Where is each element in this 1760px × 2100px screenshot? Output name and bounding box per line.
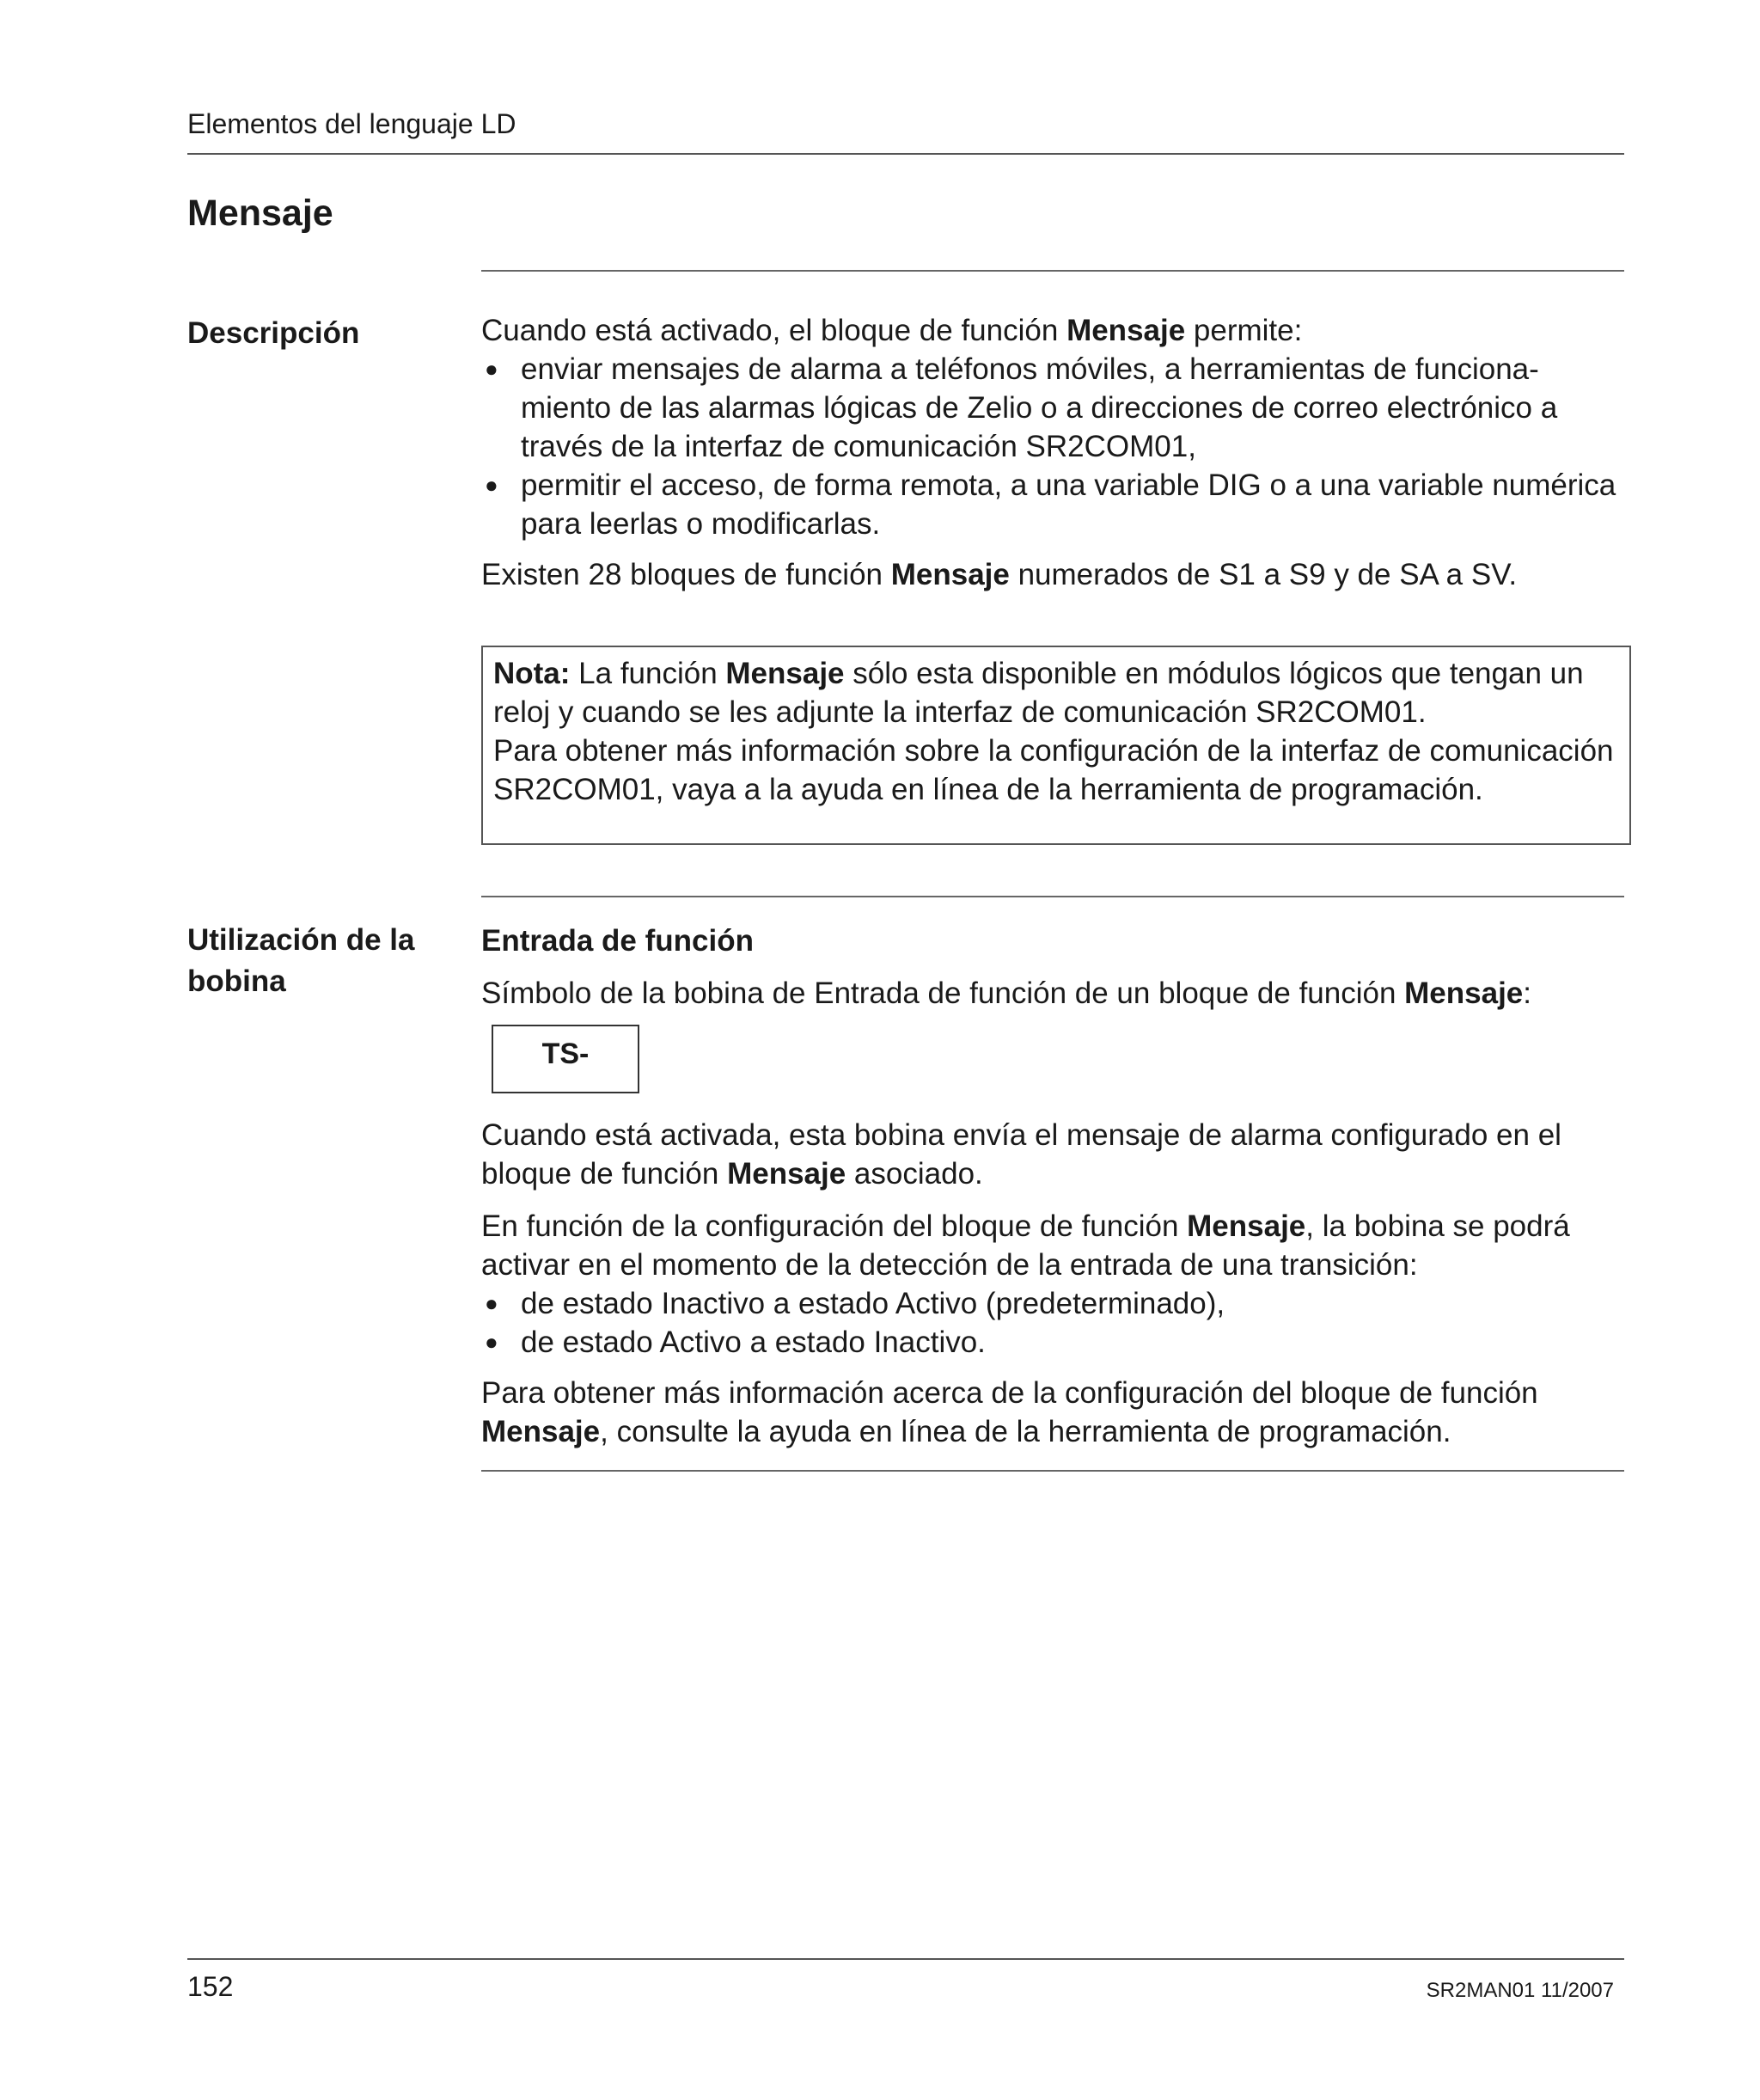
coil-more-info: Para obtener más información acerca de la configuración del bloque de función Mensaje, consulte la ayuda en línea de la herramienta de programación. [481, 1376, 1538, 1448]
page-title: Mensaje [187, 193, 333, 234]
footer-rule [187, 1958, 1624, 1960]
coil-symbol-box: TS- [492, 1025, 639, 1093]
subheading-function-input: Entrada de función [481, 924, 754, 958]
header-rule [187, 153, 1624, 155]
section-rule-middle [481, 896, 1624, 897]
description-label: Descripción [187, 316, 360, 350]
coil-config-text: En función de la configuración del bloque de función Mensaje, la bobina se podrá activar en el momento de la detección de la entrada de una transición: [481, 1209, 1570, 1282]
description-count: Existen 28 bloques de función Mensaje numerados de S1 a S9 y de SA a SV. [481, 558, 1518, 591]
list-item: ● enviar mensajes de alarma a teléfonos móviles, a herramientas de funciona-miento de las alarmas lógicas de Zelio o a direcciones de correo electrónico a través de la interfaz de comunicación SR2COM01, [481, 350, 1624, 466]
coil-symbol-text: Símbolo de la bobina de Entrada de función de un bloque de función Mensaje: [481, 977, 1532, 1010]
note-box [481, 646, 1631, 845]
section-rule-bottom [481, 1470, 1624, 1472]
list-item: ● de estado Inactivo a estado Activo (predeterminado), [481, 1284, 1624, 1323]
description-body [481, 311, 1624, 594]
coil-usage-body [481, 1116, 1624, 1451]
list-item: ● permitir el acceso, de forma remota, a una variable DIG o a una variable numérica para leerlas o modificarlas. [481, 466, 1624, 543]
coil-usage-heading-block [481, 921, 1624, 1013]
description-bullets [481, 350, 1624, 543]
running-header: Elementos del lenguaje LD [187, 108, 516, 139]
coil-activated-text: Cuando está activada, esta bobina envía el mensaje de alarma configurado en el bloque de función Mensaje asociado. [481, 1118, 1561, 1191]
list-item: ● de estado Activo a estado Inactivo. [481, 1323, 1624, 1362]
transition-bullets [481, 1284, 1624, 1362]
section-rule-top [481, 270, 1624, 272]
document-reference: SR2MAN01 11/2007 [1426, 1979, 1614, 2002]
note-line-1: Nota: La función Mensaje sólo esta disponible en módulos lógicos que tengan un reloj y cuando se les adjunte la interfaz de comunicación SR2COM01. [493, 657, 1584, 729]
coil-usage-label: Utilización de la bobina [187, 923, 415, 998]
note-line-2: Para obtener más información sobre la configuración de la interfaz de comunicación SR2COM01, vaya a la ayuda en línea de la herramienta de programación. [493, 734, 1614, 806]
description-intro: Cuando está activado, el bloque de función Mensaje permite: [481, 314, 1303, 347]
page-number: 152 [187, 1971, 234, 2002]
